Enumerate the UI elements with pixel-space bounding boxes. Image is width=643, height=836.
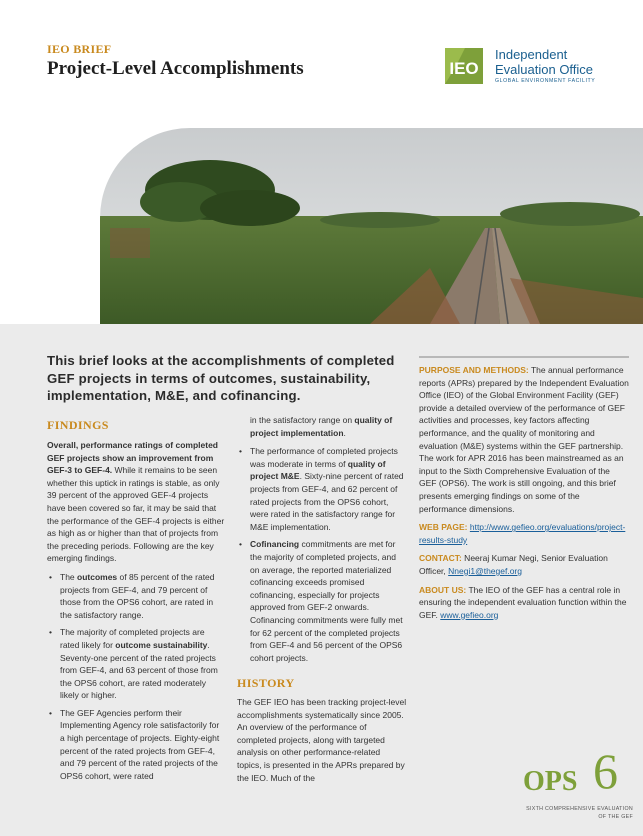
findings-heading: FINDINGS [47, 418, 109, 432]
finding-implementation: • The GEF Agencies perform their Implementing Agency role satisfactorily for a high percentage of projects. Eighty-eight percent of the rated projects from GEF-4, and 79 percent of the rated projects of the OPS6 cohort, were rated [47, 707, 225, 783]
brief-kicker: IEO BRIEF [47, 42, 112, 56]
ops6-subtitle-1: SIXTH COMPREHENSIVE EVALUATION [526, 806, 633, 812]
about-us: ABOUT US: The IEO of the GEF has a central role in ensuring the independent evaluation function within the GEF. www.gefieo.org [419, 584, 627, 620]
sidebar [419, 356, 629, 627]
contact: CONTACT: Neeraj Kumar Negi, Senior Evaluation Officer, Nnegi1@thegef.org [419, 553, 608, 576]
findings-lead [47, 439, 225, 565]
purpose-methods: PURPOSE AND METHODS: The annual performance reports (APRs) prepared by the Independent Evaluation Office (IEO) of the Global Environment Facility (GEF) provide a detailed overview of the performance of GEF activities and processes, key factors affecting performance, and the quality of monitoring and evaluation (M&E) systems within the GEF partnership. The work for APR 2016 has been mainstreamed as an input to the Sixth Comprehensive Evaluation of the GEF (OPS6). The work is still ongoing, and this brief presents emerging findings on some of the performance dimensions. [419, 365, 629, 514]
history-paragraph: The GEF IEO has been tracking project-level accomplishments systematically since 2005. An overview of the performance of completed projects, along with targeted analysis on other performance-related topics, is presented in the APRs prepared by the IEO. Much of the [237, 697, 407, 783]
web-page: WEB PAGE: http://www.gefieo.org/evaluations/project-results-study [419, 522, 626, 545]
ieo-logo [441, 44, 631, 88]
finding-sustainability: • The majority of completed projects are rated likely for outcome sustainability. Seventy-one percent of the rated projects from GEF-4, and 63 percent of those from the OPS6 cohort, are rated moderately likely or higher. [47, 626, 225, 702]
page-title: Project-Level Accomplishments [47, 58, 304, 79]
finding-implementation-cont: in the satisfactory range on quality of project implementation. [250, 415, 393, 438]
web-page-link[interactable]: http://www.gefieo.org/evaluations/project-results-study [419, 522, 626, 545]
ops6-logo [515, 743, 635, 828]
logo-line-2: Evaluation Office [495, 62, 594, 77]
finding-outcomes: • The outcomes of 85 percent of the rated projects from GEF-4, and 79 percent of those from the OPS6 cohort, are rated in the satisfactory range. [47, 571, 225, 621]
finding-cofinancing: • Cofinancing commitments are met for the majority of completed projects, and on average, the reported materialized cofinancing exceeds promised cofinancing, especially for projects approved from GEF-2 onwards. Cofinancing commitments were fully met for 62 percent of the completed projects from GEF-4 and 56 percent of the OPS6 cohort projects. [237, 538, 407, 664]
about-link[interactable]: www.gefieo.org [440, 609, 499, 620]
intro-text: This brief looks at the accomplishments of completed GEF projects in terms of outcomes, sustainability, implementation, M&E, and cofinancing. [47, 353, 395, 403]
ieo-logo-mark [441, 44, 487, 88]
findings-lead-rest: While it remains to be seen whether this uptick in ratings is stable, as only 39 percent of the approved GEF-4 projects have been covered so far, it may be said that the performance of the GEF-4 projects is either as high as or higher than that of projects from the preceding periods. Following are the key emerging findings. [47, 465, 225, 564]
cover-photo [100, 128, 643, 324]
findings-column-right [237, 414, 407, 669]
history-text [237, 696, 407, 790]
findings-list-right [237, 445, 407, 664]
header [0, 0, 643, 128]
finding-me: • The performance of completed projects was moderate in terms of quality of project M&E. Sixty-nine percent of rated projects from GEF-4, and 62 percent of rated projects from the OPS6 cohort, were rated in the satisfactory range for M&E implementation. [237, 445, 407, 533]
logo-line-1: Independent [495, 47, 568, 62]
findings-list-left [47, 571, 225, 783]
logo-mark-text: IEO [449, 59, 479, 78]
history-heading: HISTORY [237, 676, 295, 690]
findings-lead-bold: Overall, performance ratings of completed GEF projects show an improvement from GEF-3 to GEF-4. [47, 440, 218, 476]
railway-landscape-image [100, 128, 643, 324]
findings-column-left [47, 439, 225, 787]
ops6-subtitle-2: OF THE GEF [598, 814, 633, 820]
ops6-logo-word: OPS [523, 766, 578, 797]
ops6-logo-number: 6 [593, 743, 618, 799]
contact-email-link[interactable]: Nnegi1@thegef.org [448, 565, 522, 576]
logo-line-3: GLOBAL ENVIRONMENT FACILITY [495, 78, 596, 84]
